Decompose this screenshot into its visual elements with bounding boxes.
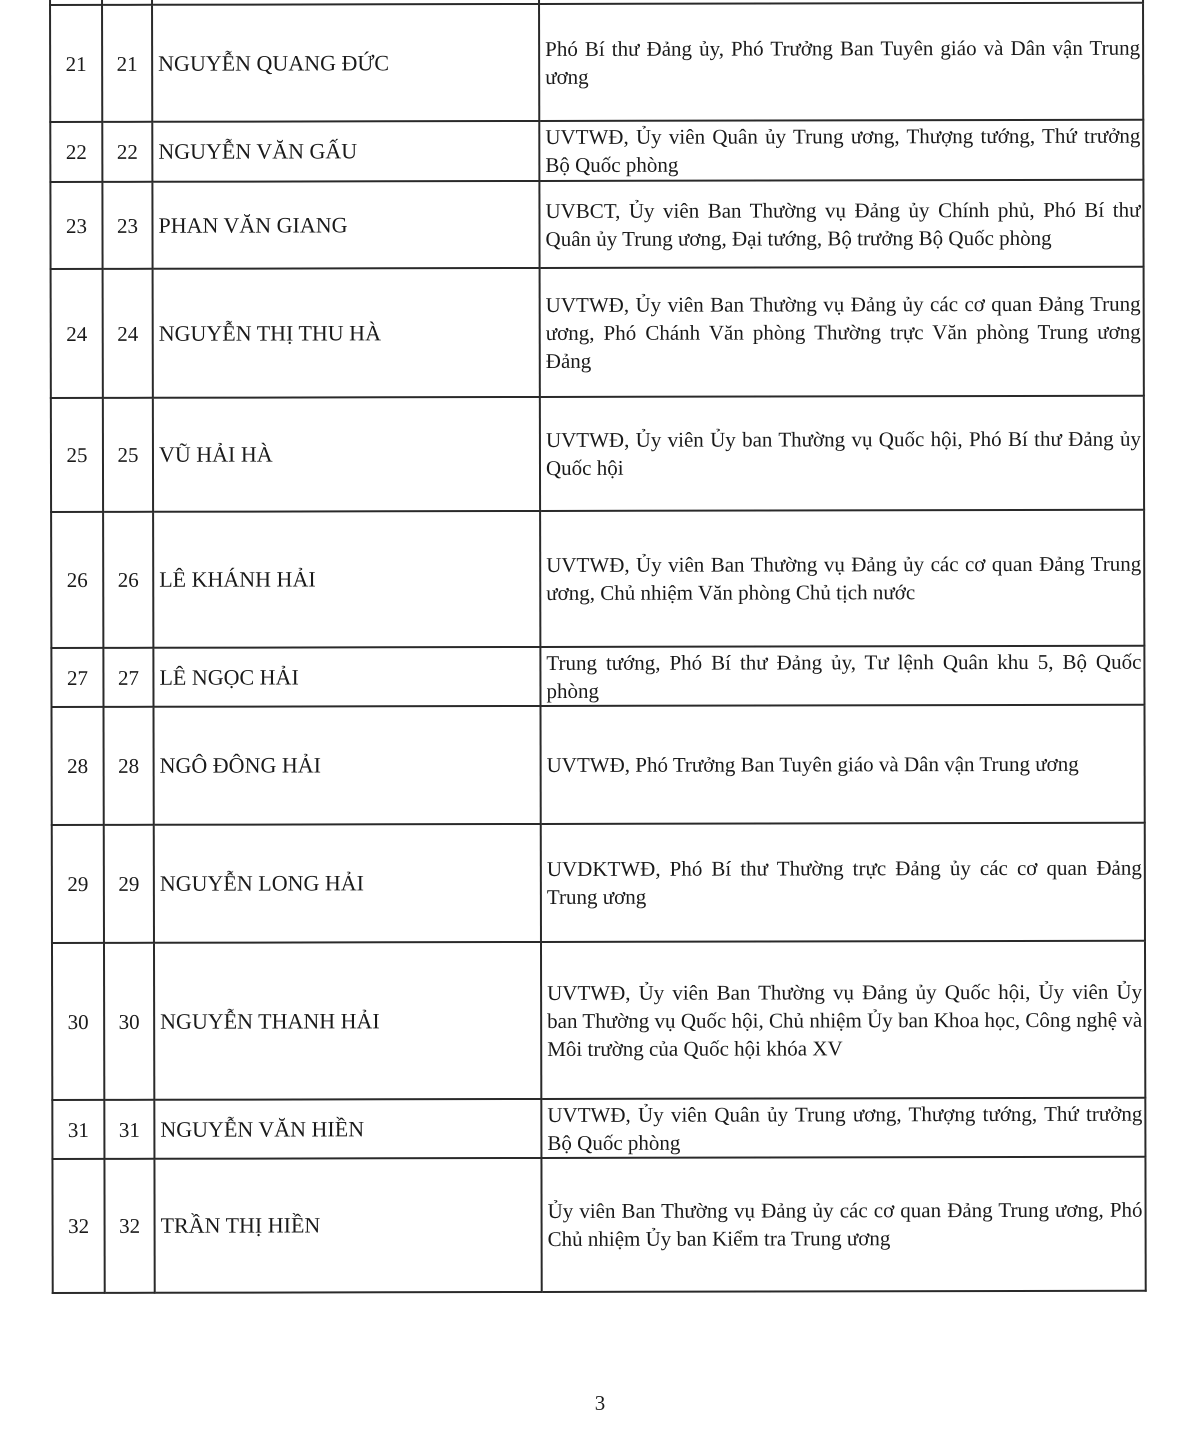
table-row [51,396,1144,512]
member-table [49,0,1147,1294]
row-order: 26 [103,512,153,648]
row-index: 32 [52,1159,104,1293]
member-name: NGUYỄN VĂN GẤU [152,121,539,182]
row-order: 25 [103,398,153,512]
member-role: UVBCT, Ủy viên Ban Thường vụ Đảng ủy Chính phủ, Phó Bí thư Quân ủy Trung ương, Đại tướng, Bộ trưởng Bộ Quốc phòng [539,180,1143,268]
row-order: 32 [104,1159,154,1293]
row-index: 28 [51,707,103,825]
row-index: 30 [52,943,104,1100]
row-index: 23 [50,182,102,269]
row-order: 22 [102,122,152,182]
member-name: NGUYỄN THANH HẢI [154,942,541,1100]
member-role: UVTWĐ, Ủy viên Quân ủy Trung ương, Thượng tướng, Thứ trưởng Bộ Quốc phòng [541,1098,1145,1158]
table-row [51,705,1144,825]
row-index: 21 [50,5,102,122]
row-order: 21 [102,5,152,122]
row-order: 30 [104,943,154,1100]
table-row [52,1157,1145,1293]
member-name: NGUYỄN LONG HẢI [154,824,541,943]
member-role: UVTWĐ, Ủy viên Ban Thường vụ Đảng ủy các cơ quan Đảng Trung ương, Chủ nhiệm Văn phòng Chủ tịch nước [540,510,1144,647]
table-row [50,180,1143,269]
member-role: UVTWĐ, Ủy viên Quân ủy Trung ương, Thượng tướng, Thứ trưởng Bộ Quốc phòng [539,120,1143,181]
row-order: 28 [103,707,153,825]
member-name: NGUYỄN THỊ THU HÀ [153,268,540,398]
member-name: PHAN VĂN GIANG [152,181,539,269]
member-name: NGUYỄN QUANG ĐỨC [152,4,539,122]
row-index: 26 [51,512,103,648]
table-row [51,646,1144,707]
row-index: 25 [51,398,103,512]
member-role: UVTWĐ, Ủy viên Ban Thường vụ Đảng ủy Quốc hội, Ủy viên Ủy ban Thường vụ Quốc hội, Chủ nhiệm Ủy ban Khoa học, Công nghệ và Môi trường của Quốc hội khóa XV [541,941,1145,1099]
table-row [50,3,1143,122]
row-order: 31 [104,1100,154,1159]
member-role: Phó Bí thư Đảng ủy, Phó Trưởng Ban Tuyên giáo và Dân vận Trung ương [539,3,1143,121]
row-index: 24 [51,269,103,398]
page-number: 3 [594,1391,606,1415]
member-role: UVDKTWĐ, Phó Bí thư Thường trực Đảng ủy các cơ quan Đảng Trung ương [541,823,1145,942]
table-row [52,1098,1145,1159]
row-order: 23 [102,182,152,269]
table-row [51,267,1144,398]
member-name: NGUYỄN VĂN HIỀN [154,1099,541,1159]
member-role: UVTWĐ, Ủy viên Ban Thường vụ Đảng ủy các cơ quan Đảng Trung ương, Phó Chánh Văn phòng Thường trực Văn phòng Trung ương Đảng [540,267,1144,397]
member-name: TRẦN THỊ HIỀN [154,1158,541,1293]
member-name: VŨ HẢI HÀ [153,397,540,512]
table-row [52,823,1145,943]
row-index: 22 [50,122,102,182]
member-role: Ủy viên Ban Thường vụ Đảng ủy các cơ quan Đảng Trung ương, Phó Chủ nhiệm Ủy ban Kiểm tra Trung ương [541,1157,1145,1292]
row-index: 27 [51,648,103,707]
member-role: Trung tướng, Phó Bí thư Đảng ủy, Tư lệnh Quân khu 5, Bộ Quốc phòng [540,646,1144,706]
table-row [52,941,1145,1100]
row-order: 24 [103,269,153,398]
member-name: NGÔ ĐÔNG HẢI [153,706,540,825]
member-name: LÊ NGỌC HẢI [153,647,540,707]
member-role: UVTWĐ, Phó Trưởng Ban Tuyên giáo và Dân vận Trung ương [540,705,1144,824]
member-name: LÊ KHÁNH HẢI [153,511,540,648]
row-order: 29 [104,825,154,943]
table-row [50,120,1143,182]
table-row [51,510,1144,648]
row-index: 29 [52,825,104,943]
row-index: 31 [52,1100,104,1159]
member-role: UVTWĐ, Ủy viên Ủy ban Thường vụ Quốc hội, Phó Bí thư Đảng ủy Quốc hội [540,396,1144,511]
row-order: 27 [103,648,153,707]
